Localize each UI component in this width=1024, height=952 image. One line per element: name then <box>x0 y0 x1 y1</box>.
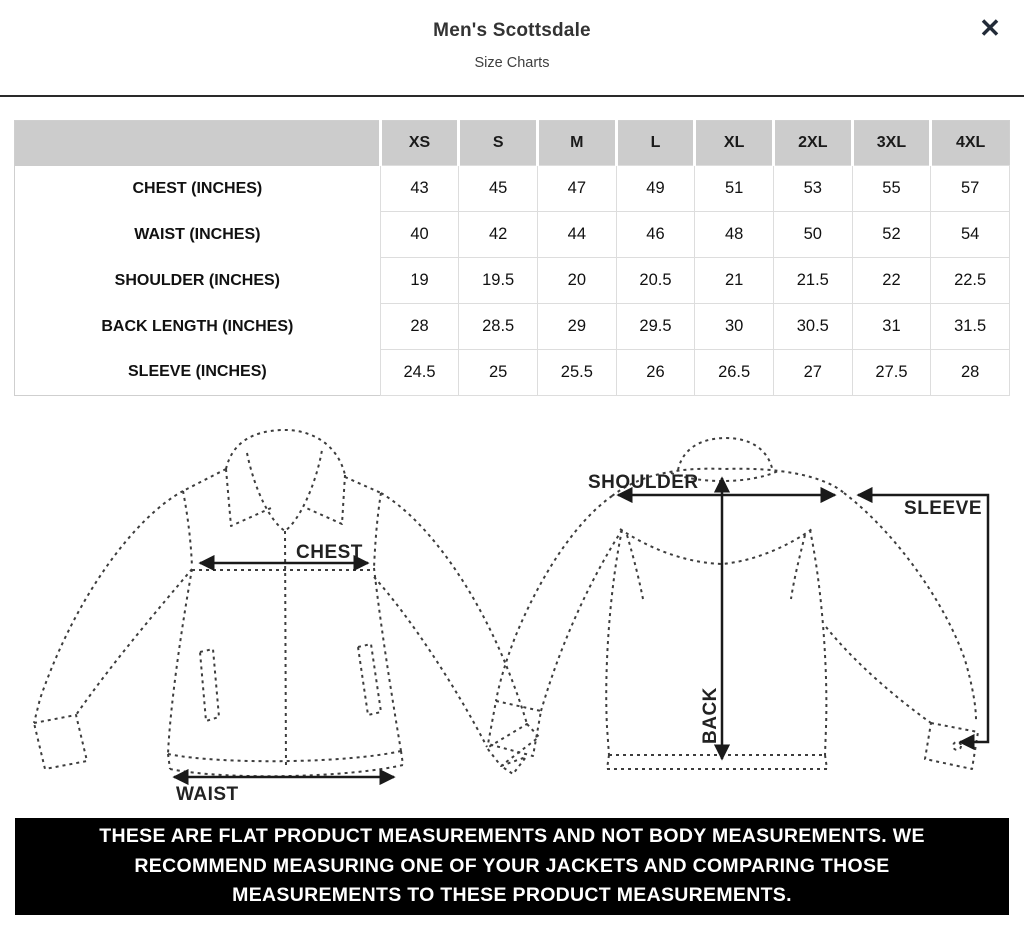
size-cell: 31 <box>852 304 931 350</box>
size-col-header-l: L <box>616 121 695 166</box>
size-col-header-xl: XL <box>695 121 774 166</box>
sleeve-arrow <box>858 495 988 742</box>
size-cell: 29 <box>538 304 617 350</box>
size-cell: 22 <box>852 258 931 304</box>
size-cell: 40 <box>380 212 459 258</box>
size-cell: 24.5 <box>380 350 459 396</box>
size-cell: 49 <box>616 166 695 212</box>
sleeve-label: SLEEVE <box>904 498 982 519</box>
size-cell: 25 <box>459 350 538 396</box>
size-cell: 19.5 <box>459 258 538 304</box>
size-cell: 48 <box>695 212 774 258</box>
front-collar-outline <box>226 430 345 475</box>
chest-label: CHEST <box>296 542 363 563</box>
measurement-disclaimer <box>15 818 1009 915</box>
size-cell: 26 <box>616 350 695 396</box>
size-cell: 54 <box>931 212 1010 258</box>
front-hem-edge-right <box>401 751 403 765</box>
front-armhole-left <box>183 491 192 567</box>
front-pocket-right <box>358 644 381 715</box>
page-title: Men's Scottsdale <box>433 20 591 41</box>
row-label-shoulder: SHOULDER (INCHES) <box>15 258 381 304</box>
table-row-sleeve <box>15 350 1010 396</box>
back-hem-edge-left <box>607 755 609 769</box>
size-cell: 20 <box>538 258 617 304</box>
size-col-header-4xl: 4XL <box>931 121 1010 166</box>
front-neckline <box>247 450 322 531</box>
front-hem-edge-left <box>168 754 170 769</box>
front-collar-point-left <box>226 469 271 526</box>
back-label: BACK <box>700 687 721 744</box>
size-cell: 46 <box>616 212 695 258</box>
front-sleeve-left-inner <box>76 569 192 715</box>
back-panel-seam-left <box>606 530 622 755</box>
size-cell: 25.5 <box>538 350 617 396</box>
size-col-header-xs: XS <box>380 121 459 166</box>
disclaimer-line-2: RECOMMEND MEASURING ONE OF YOUR JACKETS AND COMPARING THOSE <box>134 854 890 877</box>
front-pocket-left <box>200 649 219 721</box>
size-cell: 20.5 <box>616 258 695 304</box>
front-shoulder-seam-left <box>183 469 226 491</box>
corner-cell <box>15 121 381 166</box>
back-cuff-left <box>488 701 541 756</box>
measurement-arrows <box>174 478 988 777</box>
table-row-waist <box>15 212 1010 258</box>
disclaimer-line-3: MEASUREMENTS TO THESE PRODUCT MEASUREMENTS. <box>232 884 792 907</box>
size-cell: 30.5 <box>773 304 852 350</box>
front-hem-lower <box>170 765 403 776</box>
size-cell: 21.5 <box>773 258 852 304</box>
size-cell: 28.5 <box>459 304 538 350</box>
front-body-side-right <box>374 568 401 751</box>
size-cell: 50 <box>773 212 852 258</box>
close-button[interactable] <box>974 12 1006 44</box>
size-cell: 47 <box>538 166 617 212</box>
back-yoke-seam <box>620 529 812 564</box>
back-collar-outline <box>678 438 772 470</box>
size-cell: 42 <box>459 212 538 258</box>
size-cell: 22.5 <box>931 258 1010 304</box>
front-cuff-left <box>34 715 87 769</box>
size-cell: 27 <box>773 350 852 396</box>
size-chart-section <box>14 120 1010 396</box>
size-cell: 55 <box>852 166 931 212</box>
size-cell: 26.5 <box>695 350 774 396</box>
size-cell: 43 <box>380 166 459 212</box>
row-label-chest: CHEST (INCHES) <box>15 166 381 212</box>
close-icon: ✕ <box>979 13 1001 43</box>
shoulder-label: SHOULDER <box>588 472 699 493</box>
page-subtitle: Size Charts <box>474 55 550 71</box>
front-hem-upper <box>168 751 401 761</box>
back-sleeve-right-outer <box>844 493 976 720</box>
back-hem-edge-right <box>825 755 827 769</box>
jacket-diagram-svg <box>0 417 1024 812</box>
row-label-waist: WAIST (INCHES) <box>15 212 381 258</box>
front-sleeve-right-inner <box>374 577 487 747</box>
back-sleeve-right-inner <box>826 627 931 723</box>
front-armhole-right <box>374 493 381 568</box>
row-label-sleeve: SLEEVE (INCHES) <box>15 350 381 396</box>
size-cell: 30 <box>695 304 774 350</box>
size-cell: 31.5 <box>931 304 1010 350</box>
size-col-header-m: M <box>538 121 617 166</box>
front-collar-point-right <box>304 475 345 524</box>
table-row-chest <box>15 166 1010 212</box>
size-cell: 44 <box>538 212 617 258</box>
size-cell: 29.5 <box>616 304 695 350</box>
size-cell: 57 <box>931 166 1010 212</box>
back-armhole-mark-left <box>627 535 643 599</box>
front-body-side-left <box>168 569 192 754</box>
back-cuff-right <box>925 723 978 769</box>
size-cell: 27.5 <box>852 350 931 396</box>
size-cell: 51 <box>695 166 774 212</box>
measurement-diagram <box>0 417 1024 812</box>
size-col-header-3xl: 3XL <box>852 121 931 166</box>
waist-label: WAIST <box>176 784 239 805</box>
disclaimer-line-1: THESE ARE FLAT PRODUCT MEASUREMENTS AND NOT BODY MEASUREMENTS. WE <box>99 825 925 848</box>
size-cell: 21 <box>695 258 774 304</box>
front-center-zip-line <box>285 531 286 769</box>
front-cuff-right <box>487 724 539 766</box>
table-row-shoulder <box>15 258 1010 304</box>
front-cuff-strap <box>501 757 526 774</box>
size-col-header-2xl: 2XL <box>773 121 852 166</box>
size-cell: 53 <box>773 166 852 212</box>
jacket-back-sketch <box>488 438 978 769</box>
back-cuff-button <box>953 742 961 750</box>
row-label-back-length: BACK LENGTH (INCHES) <box>15 304 381 350</box>
table-row-back-length <box>15 304 1010 350</box>
jacket-front-sketch <box>34 430 539 776</box>
size-cell: 28 <box>931 350 1010 396</box>
back-panel-seam-right <box>810 530 826 755</box>
front-sleeve-right-outer <box>381 493 527 724</box>
size-header-row <box>15 121 1010 166</box>
modal-header <box>0 0 1024 97</box>
back-armhole-mark-right <box>791 535 805 599</box>
size-cell: 28 <box>380 304 459 350</box>
size-cell: 19 <box>380 258 459 304</box>
size-col-header-s: S <box>459 121 538 166</box>
front-shoulder-seam-right <box>345 477 381 493</box>
size-cell: 52 <box>852 212 931 258</box>
size-cell: 45 <box>459 166 538 212</box>
size-chart-table <box>14 120 1010 396</box>
